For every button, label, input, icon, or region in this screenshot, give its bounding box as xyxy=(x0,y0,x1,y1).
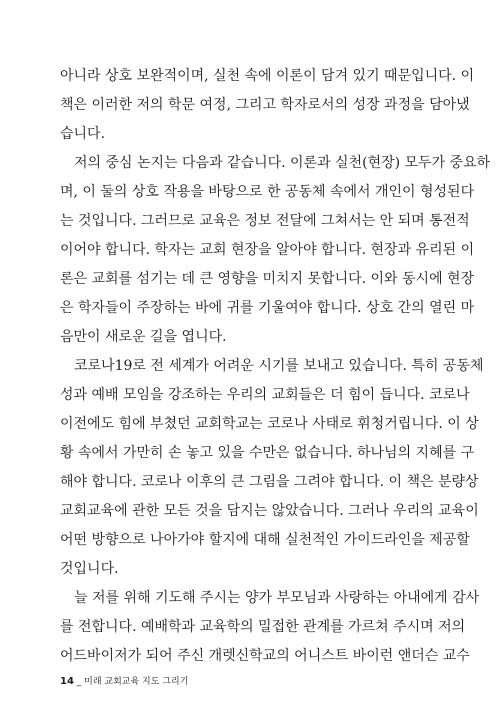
text-line: 이어야 합니다. 학자는 교회 현장을 알아야 합니다. 현장과 유리된 이 xyxy=(60,242,475,258)
text-line: 음만이 새로운 길을 엽니다. xyxy=(60,329,227,345)
text-line: 이전에도 힘에 부쳤던 교회학교는 코로나 사태로 휘청거립니다. 이 상 xyxy=(60,416,479,432)
text-line: 책은 이러한 저의 학문 여정, 그리고 학자로서의 성장 과정을 담아냈 xyxy=(60,97,470,113)
text-line: 아니라 상호 보완적이며, 실천 속에 이론이 담겨 있기 때문입니다. 이 xyxy=(60,68,475,84)
text-line: 은 학자들이 주장하는 바에 귀를 기울여야 합니다. 상호 간의 열린 마 xyxy=(60,300,475,316)
text-line: 저의 중심 논지는 다음과 같습니다. 이론과 실천(현장) 모두가 중요하 xyxy=(74,155,491,171)
page-number: 14 xyxy=(60,676,74,687)
text-line: 코로나19로 전 세계가 어려운 시기를 보내고 있습니다. 특히 공동체 xyxy=(74,358,484,374)
text-line: 해야 합니다. 코로나 이후의 큰 그림을 그려야 합니다. 이 책은 분량상 xyxy=(60,474,479,490)
text-line: 론은 교회를 섬기는 데 큰 영향을 미치지 못합니다. 이와 동시에 현장 xyxy=(60,271,475,287)
text-line: 는 것입니다. 그러므로 교육은 정보 전달에 그쳐서는 안 되며 통전적 xyxy=(60,213,470,229)
page-footer xyxy=(60,674,188,687)
text-line: 어떤 방향으로 나아가야 할지에 대해 실천적인 가이드라인을 제공할 xyxy=(60,532,470,548)
text-line: 습니다. xyxy=(60,126,106,142)
running-title: 미래 교회교육 지도 그리기 xyxy=(84,677,189,687)
text-line: 것입니다. xyxy=(60,561,119,577)
text-line: 교회교육에 관한 모든 것을 담지는 않았습니다. 그러나 우리의 교육이 xyxy=(60,503,479,519)
text-line: 어드바이저가 되어 주신 개렛신학교의 어니스트 바이런 앤더슨 교수 xyxy=(60,648,470,664)
body-text xyxy=(60,62,491,671)
footer-separator: _ xyxy=(76,677,82,687)
text-line: 황 속에서 가만히 손 놓고 있을 수만은 없습니다. 하나님의 지혜를 구 xyxy=(60,445,475,461)
text-line: 늘 저를 위해 기도해 주시는 양가 부모님과 사랑하는 아내에게 감사 xyxy=(74,590,480,606)
text-line: 를 전합니다. 예배학과 교육학의 밀접한 관계를 가르쳐 주시며 저의 xyxy=(60,619,466,635)
paragraph xyxy=(60,149,491,352)
text-line: 성과 예배 모임을 강조하는 우리의 교회들은 더 힘이 듭니다. 코로나 xyxy=(60,387,470,403)
paragraph xyxy=(60,62,475,149)
paragraph xyxy=(60,352,484,584)
paragraph xyxy=(60,584,480,671)
text-line: 며, 이 둘의 상호 작용을 바탕으로 한 공동체 속에서 개인이 형성된다 xyxy=(60,184,475,200)
